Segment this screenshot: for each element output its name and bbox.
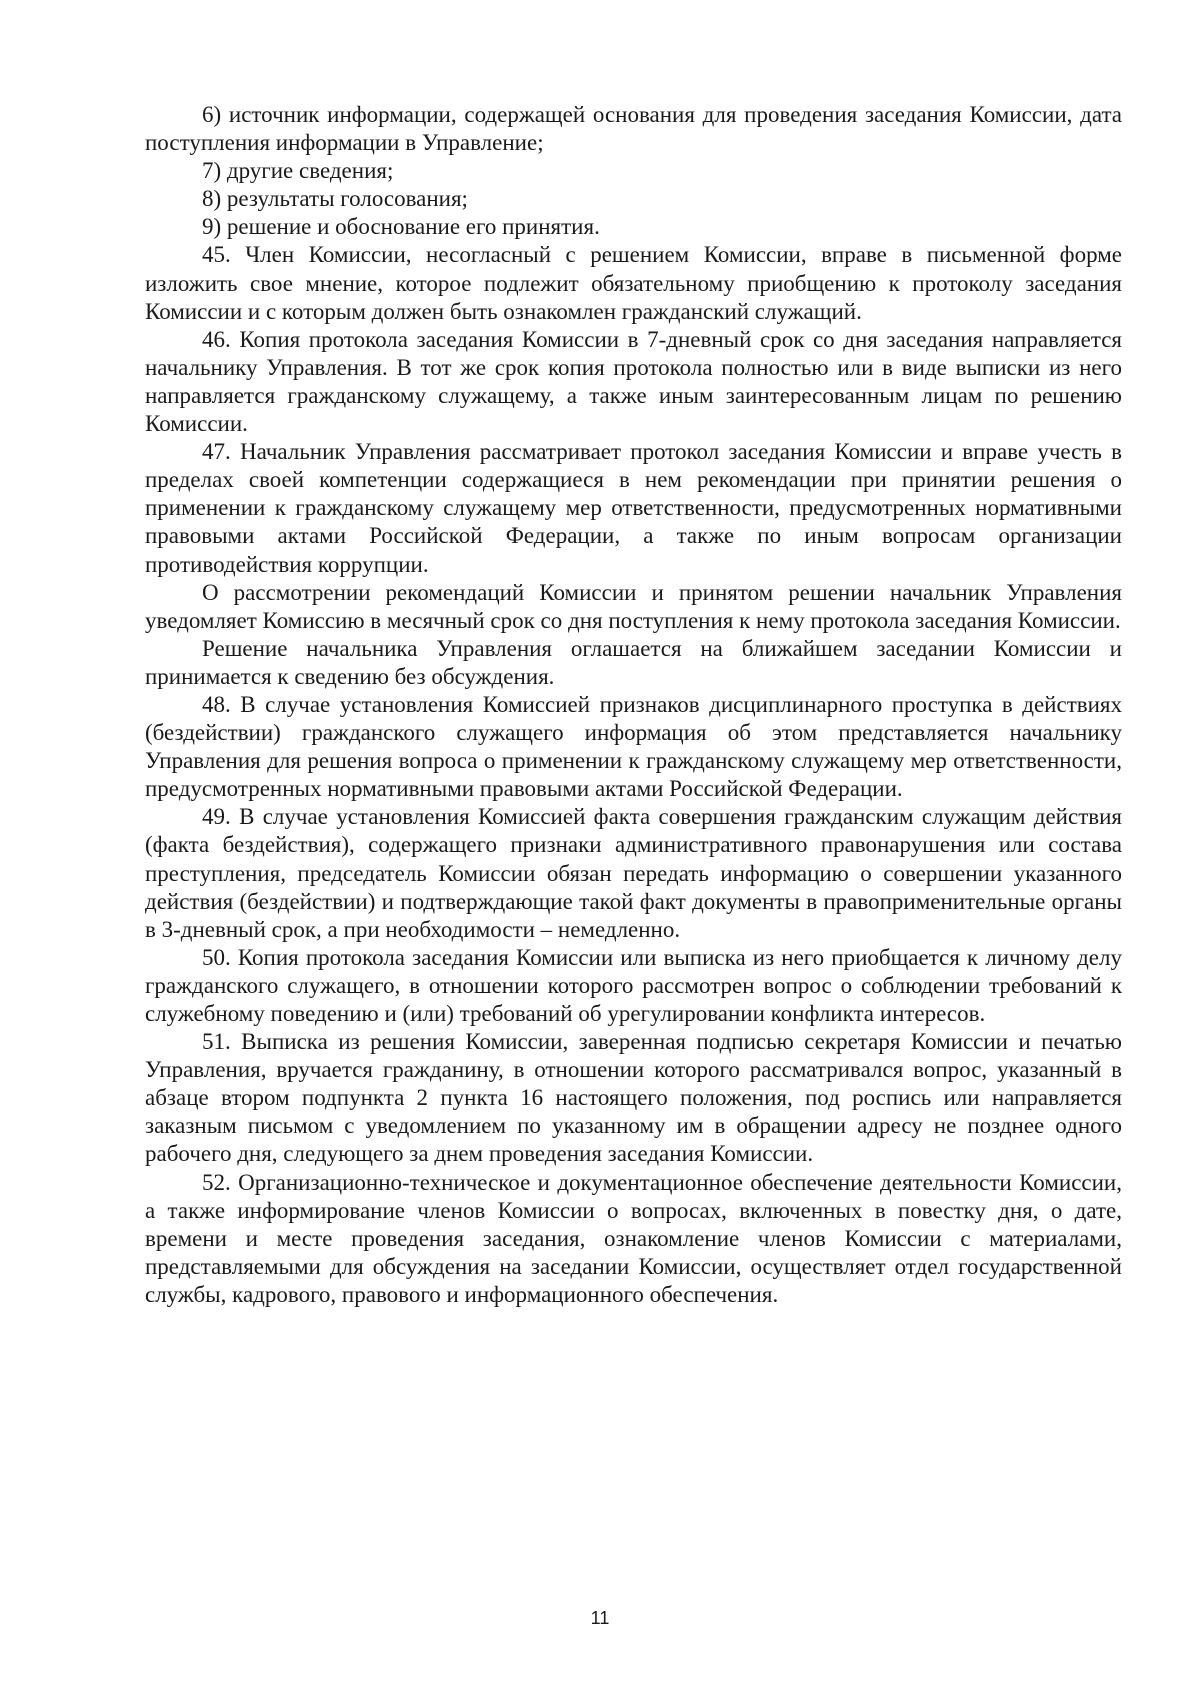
- paragraph-item-8: 8) результаты голосования;: [202, 186, 468, 212]
- paragraph-52: 52. Организационно-техническое и документационное обеспечение деятельности Комиссии, а также информирование членов Комиссии о вопросах, включенных в повестку дня, о дате, времени и месте проведения заседания, ознакомление членов Комиссии с материалами, представляемыми для обсуждения на заседании Комиссии, осуществляет отдел государственной службы, кадрового, правового и информационного обеспечения.: [145, 1169, 1122, 1307]
- paragraph-50: 50. Копия протокола заседания Комиссии или выписка из него приобщается к личному делу гражданского служащего, в отношении которого рассмотрен вопрос о соблюдении требований к служебному поведению и (или) требований об урегулировании конфликта интересов.: [145, 944, 1122, 1026]
- page-number: 11: [590, 1608, 610, 1628]
- paragraph-48: 48. В случае установления Комиссией признаков дисциплинарного проступка в действиях (бездействии) гражданского служащего информация об этом представляется начальнику Управления для решения вопроса о применении к гражданскому служащему мер ответственности, предусмотренных нормативными правовыми актами Российской Федерации.: [145, 691, 1122, 802]
- paragraph-47-recommendations: О рассмотрении рекомендаций Комиссии и принятом решении начальник Управления уведомляет Комиссию в месячный срок со дня поступления к нему протокола заседания Комиссии.: [145, 579, 1122, 633]
- document-body: [145, 101, 1122, 1309]
- paragraph-47-decision: Решение начальника Управления оглашается на ближайшем заседании Комиссии и принимается к сведению без обсуждения.: [145, 635, 1122, 689]
- paragraph-51: 51. Выписка из решения Комиссии, заверенная подписью секретаря Комиссии и печатью Управления, вручается гражданину, в отношении которого рассматривался вопрос, указанный в абзаце втором подпункта 2 пункта 16 настоящего положения, под роспись или направляется заказным письмом с уведомлением по указанному им в обращении адресу не позднее одного рабочего дня, следующего за днем проведения заседания Комиссии.: [145, 1029, 1122, 1167]
- paragraph-45: 45. Член Комиссии, несогласный с решением Комиссии, вправе в письменной форме изложить свое мнение, которое подлежит обязательному приобщению к протоколу заседания Комиссии и с которым должен быть ознакомлен гражданский служащий.: [145, 242, 1122, 324]
- paragraph-49: 49. В случае установления Комиссией факта совершения гражданским служащим действия (факта бездействия), содержащего признаки административного правонарушения или состава преступления, председатель Комиссии обязан передать информацию о совершении указанного действия (бездействии) и подтверждающие такой факт документы в правоприменительные органы в 3-дневный срок, а при необходимости – немедленно.: [145, 804, 1122, 942]
- paragraph-47: 47. Начальник Управления рассматривает протокол заседания Комиссии и вправе учесть в пределах своей компетенции содержащиеся в нем рекомендации при принятии решения о применении к гражданскому служащему мер ответственности, предусмотренных нормативными правовыми актами Российской Федерации, а также по иным вопросам организации противодействия коррупции.: [145, 439, 1122, 577]
- paragraph-46: 46. Копия протокола заседания Комиссии в 7-дневный срок со дня заседания направляется начальнику Управления. В тот же срок копия протокола полностью или в виде выписки из него направляется гражданскому служащему, а также иным заинтересованным лицам по решению Комиссии.: [145, 326, 1122, 437]
- paragraph-item-6: 6) источник информации, содержащей основания для проведения заседания Комиссии, дата поступления информации в Управление;: [145, 102, 1122, 156]
- paragraph-item-7: 7) другие сведения;: [202, 158, 394, 184]
- paragraph-item-9: 9) решение и обоснование его принятия.: [202, 214, 600, 240]
